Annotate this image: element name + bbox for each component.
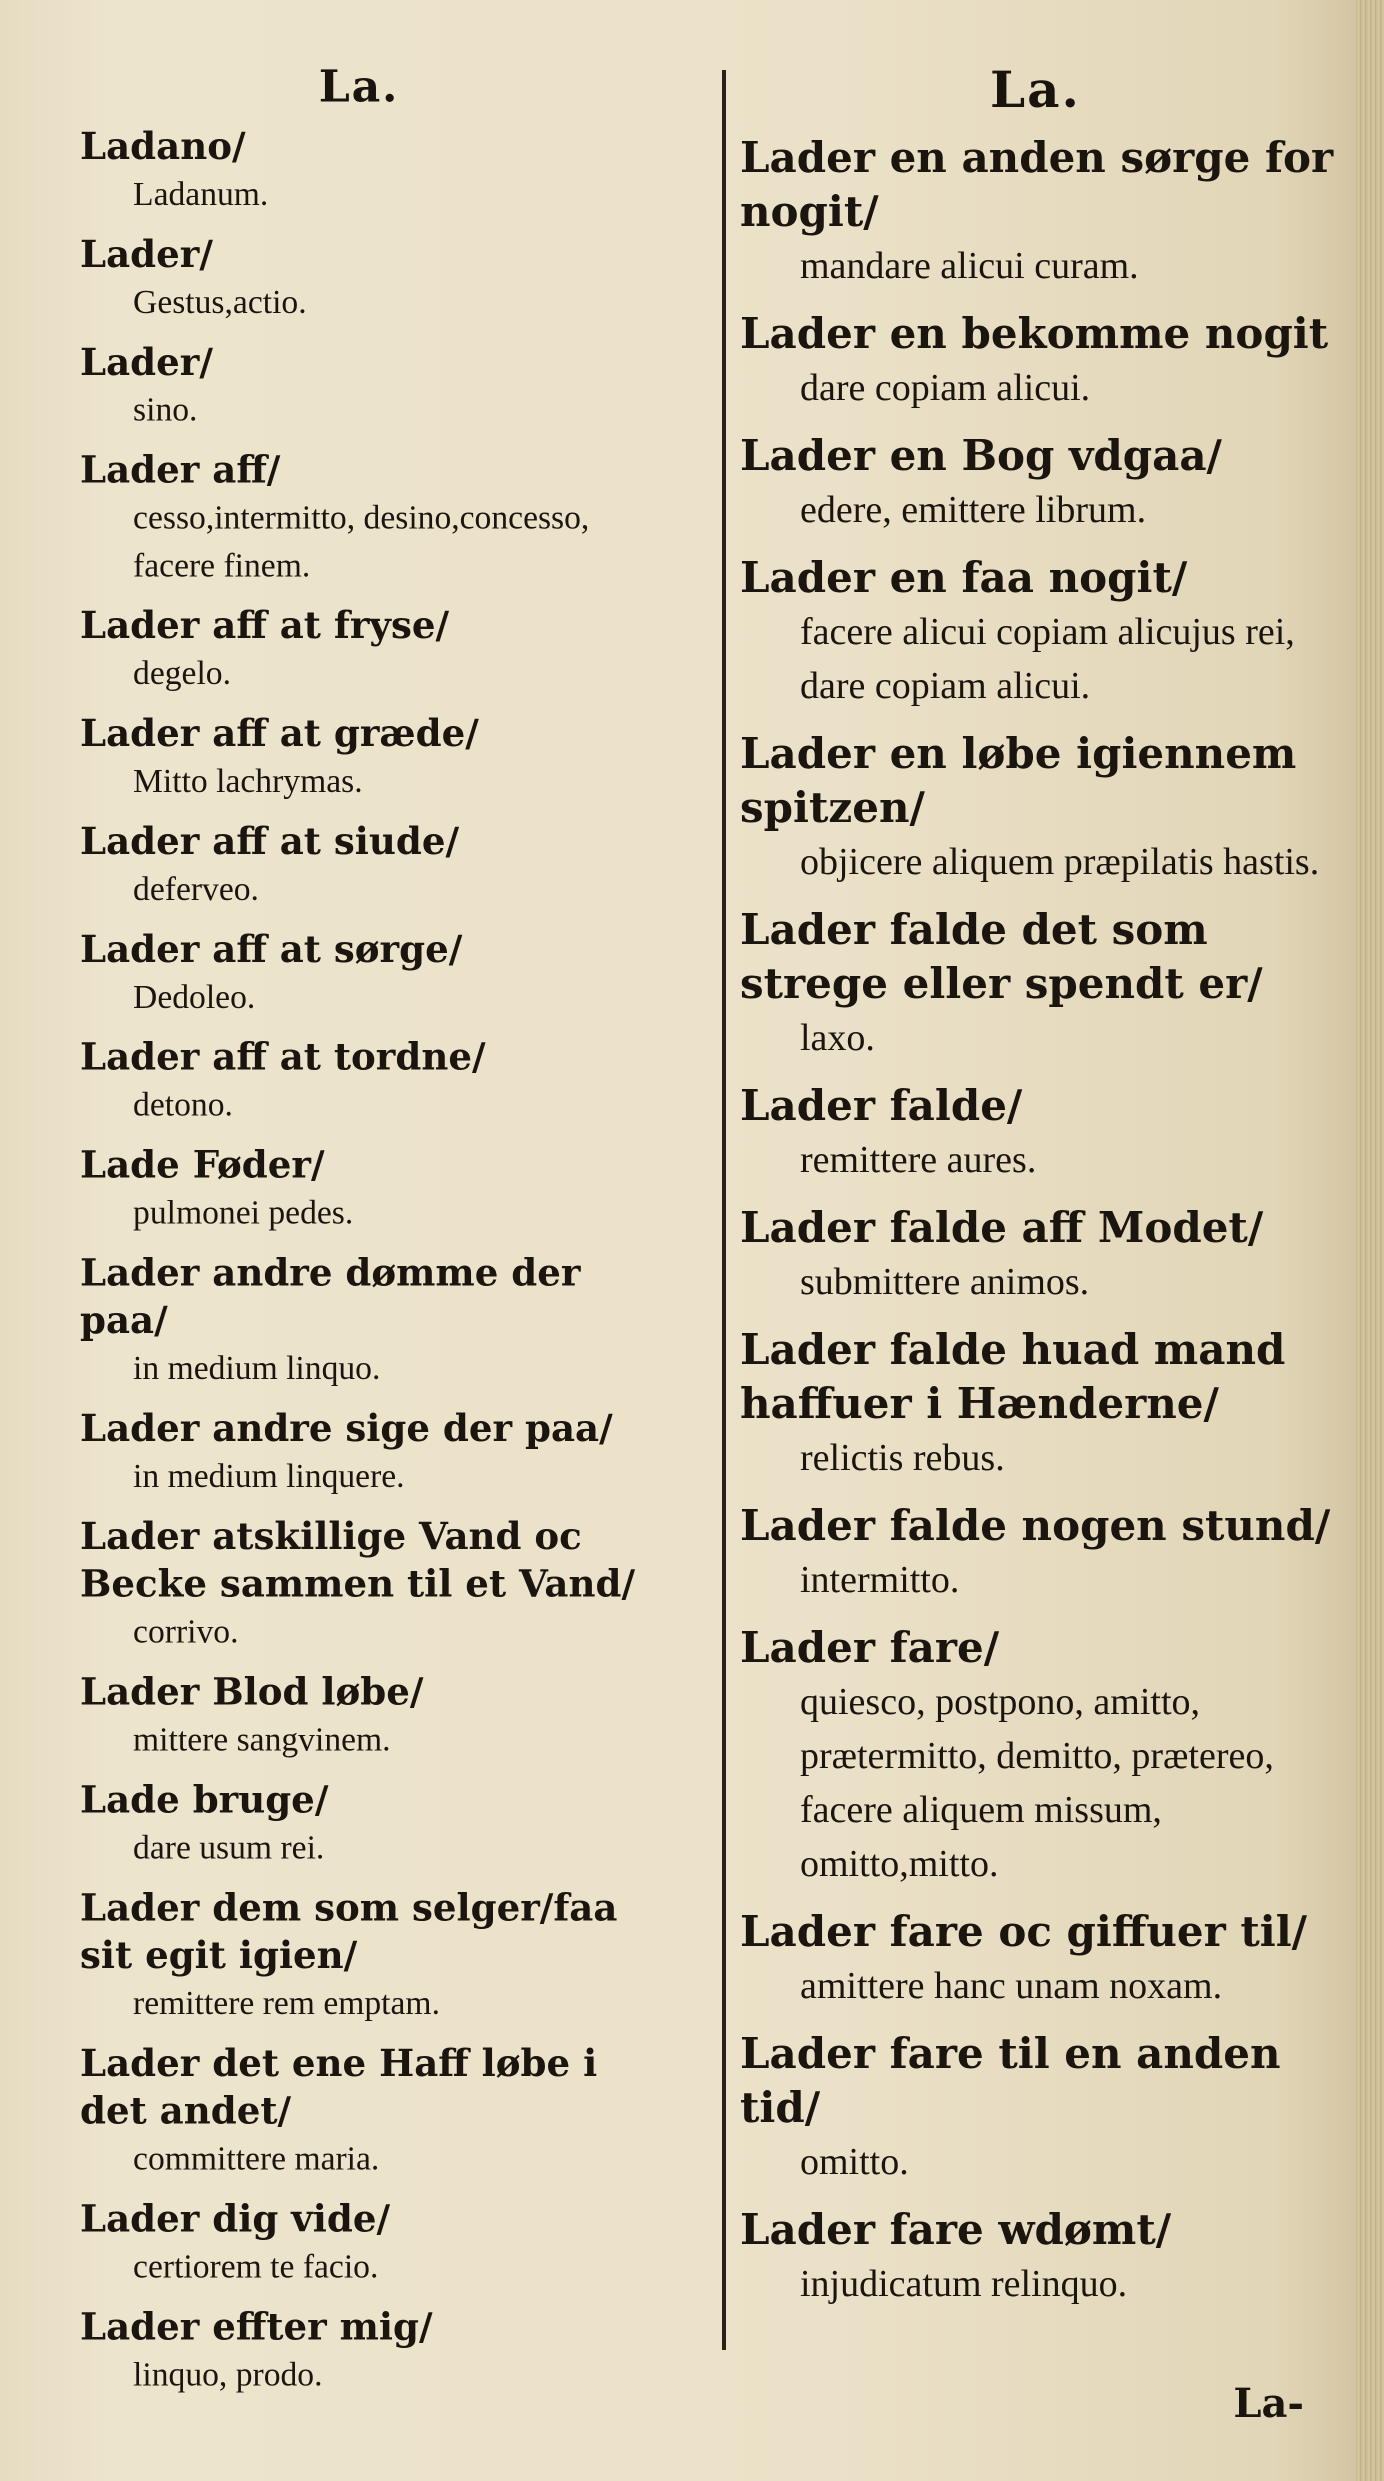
entry-term: Lader aff at siude/ <box>80 819 460 863</box>
entry-gloss: detono. <box>133 1086 233 1124</box>
dictionary-entry <box>740 1499 1340 1607</box>
entry-gloss: pulmonei pedes. <box>133 1194 354 1232</box>
entry-term: Lader andre dømme der paa/ <box>80 1250 581 1343</box>
dictionary-entry <box>740 551 1340 713</box>
entry-term: Lader en bekomme nogit <box>740 309 1329 358</box>
dictionary-entry <box>740 429 1340 537</box>
entry-gloss: quiesco, postpono, amitto, prætermitto, demitto, prætereo, facere aliquem missum, omitto,mitto. <box>800 1681 1274 1885</box>
entry-term: Lader en Bog vdgaa/ <box>740 431 1222 480</box>
dictionary-entry <box>80 1884 646 2027</box>
dictionary-entry <box>80 339 646 434</box>
right-column-heading: La. <box>990 60 1081 119</box>
entry-gloss: degelo. <box>133 655 232 693</box>
dictionary-entry <box>740 307 1340 415</box>
entry-term: Lader aff at græde/ <box>80 711 479 755</box>
entry-term: Lader en anden sørge for nogit/ <box>740 133 1334 236</box>
entry-term: Lader fare/ <box>740 1623 1000 1672</box>
entry-gloss: submittere animos. <box>800 1261 1090 1303</box>
left-column <box>80 60 646 2411</box>
entry-term: Lader falde huad mand haffuer i Hænderne/ <box>740 1325 1286 1428</box>
entry-gloss: certiorem te facio. <box>133 2248 379 2286</box>
dictionary-entry <box>80 926 646 1021</box>
entry-gloss: in medium linquo. <box>133 1349 381 1388</box>
entry-term: Lader dig vide/ <box>80 2197 391 2241</box>
dictionary-entry <box>80 710 646 805</box>
dictionary-entry <box>740 2027 1340 2189</box>
entry-gloss: committere maria. <box>133 2140 380 2178</box>
entry-term: Lader/ <box>80 340 213 384</box>
entry-term: Lader andre sige der paa/ <box>80 1406 613 1450</box>
entry-gloss: relictis rebus. <box>800 1437 1005 1479</box>
entry-term: Lader falde det som strege eller spendt er/ <box>740 905 1263 1008</box>
dictionary-entry <box>740 1079 1340 1187</box>
dictionary-entry <box>740 1905 1340 2013</box>
entry-gloss: in medium linquere. <box>133 1457 405 1496</box>
entry-gloss: omitto. <box>800 2141 909 2183</box>
entry-term: Lader en løbe igiennem spitzen/ <box>740 729 1297 832</box>
dictionary-entry <box>80 1141 646 1236</box>
dictionary-entry <box>740 1621 1340 1891</box>
entry-term: Lade bruge/ <box>80 1777 329 1822</box>
dictionary-entry <box>740 1323 1340 1485</box>
entry-gloss: sino. <box>133 391 198 429</box>
entry-term: Lade Føder/ <box>80 1143 325 1187</box>
entry-term: Lader fare til en anden tid/ <box>740 2029 1281 2132</box>
entry-gloss: cesso,intermitto, desino,concesso, facere finem. <box>133 499 590 585</box>
entry-gloss: facere alicui copiam alicujus rei, dare copiam alicui. <box>800 611 1295 707</box>
entry-gloss: remittere aures. <box>800 1139 1037 1181</box>
dictionary-entry <box>80 1668 646 1763</box>
entry-term: Lader fare oc giffuer til/ <box>740 1907 1307 1956</box>
entry-term: Lader falde/ <box>740 1081 1023 1130</box>
dictionary-entry <box>740 727 1340 889</box>
right-column <box>740 60 1340 2325</box>
entry-term: Lader aff at sørge/ <box>80 927 463 971</box>
entry-gloss: amittere hanc unam noxam. <box>800 1965 1223 2007</box>
entry-gloss: laxo. <box>800 1017 875 1059</box>
entry-term: Lader fare wdømt/ <box>740 2205 1172 2254</box>
entry-term: Lader dem som selger/faa sit egit igien/ <box>80 1885 618 1977</box>
entry-term: Lader/ <box>80 232 213 276</box>
entry-gloss: edere, emittere librum. <box>800 489 1147 531</box>
page-fore-edge <box>1356 0 1384 2481</box>
entry-term: Lader effter mig/ <box>80 2304 433 2349</box>
entry-term: Lader Blod løbe/ <box>80 1670 424 1714</box>
entry-gloss: dare usum rei. <box>133 1829 325 1867</box>
entry-gloss: injudicatum relinquo. <box>800 2263 1128 2305</box>
entry-gloss: objicere aliquem præpilatis hastis. <box>800 841 1320 883</box>
entry-gloss: Ladanum. <box>133 175 269 213</box>
entry-term: Ladano/ <box>80 124 246 168</box>
entry-term: Lader falde nogen stund/ <box>740 1501 1331 1550</box>
entry-term: Lader atskillige Vand oc Becke sammen til et Vand/ <box>80 1514 636 1606</box>
dictionary-entry <box>80 231 646 326</box>
dictionary-entry <box>740 903 1340 1065</box>
entry-gloss: Mitto lachrymas. <box>133 762 363 801</box>
dictionary-entry <box>740 131 1340 293</box>
entry-term: Lader falde aff Modet/ <box>740 1203 1264 1252</box>
dictionary-entry <box>80 818 646 913</box>
dictionary-entry <box>740 1201 1340 1309</box>
dictionary-entry <box>80 602 646 697</box>
dictionary-entry <box>80 1249 646 1392</box>
entry-gloss: remittere rem emptam. <box>133 1984 440 2022</box>
dictionary-entry <box>80 123 646 218</box>
entry-gloss: dare copiam alicui. <box>800 367 1091 409</box>
entry-term: Lader aff at tordne/ <box>80 1035 486 1079</box>
entry-term: Lader en faa nogit/ <box>740 553 1188 602</box>
entry-gloss: Gestus,actio. <box>133 283 307 321</box>
entry-gloss: linquo, prodo. <box>133 2356 323 2394</box>
entry-term: Lader det ene Haff løbe i det andet/ <box>80 2041 598 2133</box>
dictionary-entry <box>80 2303 646 2398</box>
entry-gloss: deferveo. <box>133 870 259 908</box>
left-column-heading: La. <box>318 60 400 113</box>
dictionary-entry <box>740 2203 1340 2311</box>
dictionary-entry <box>80 1405 646 1500</box>
dictionary-entry <box>80 1776 646 1871</box>
dictionary-entry <box>80 446 646 589</box>
entry-gloss: mittere sangvinem. <box>133 1721 391 1759</box>
entry-gloss: intermitto. <box>800 1559 960 1601</box>
entry-gloss: mandare alicui curam. <box>800 245 1139 287</box>
column-divider <box>722 70 726 2350</box>
dictionary-entry <box>80 2040 646 2183</box>
entry-gloss: Dedoleo. <box>133 978 256 1016</box>
entry-term: Lader aff/ <box>80 448 281 492</box>
dictionary-entry <box>80 1033 646 1128</box>
entry-term: Lader aff at fryse/ <box>80 603 450 648</box>
catchword: La- <box>1233 2380 1304 2427</box>
entry-gloss: corrivo. <box>133 1613 239 1651</box>
dictionary-entry <box>80 1513 646 1656</box>
dictionary-entry <box>80 2195 646 2290</box>
